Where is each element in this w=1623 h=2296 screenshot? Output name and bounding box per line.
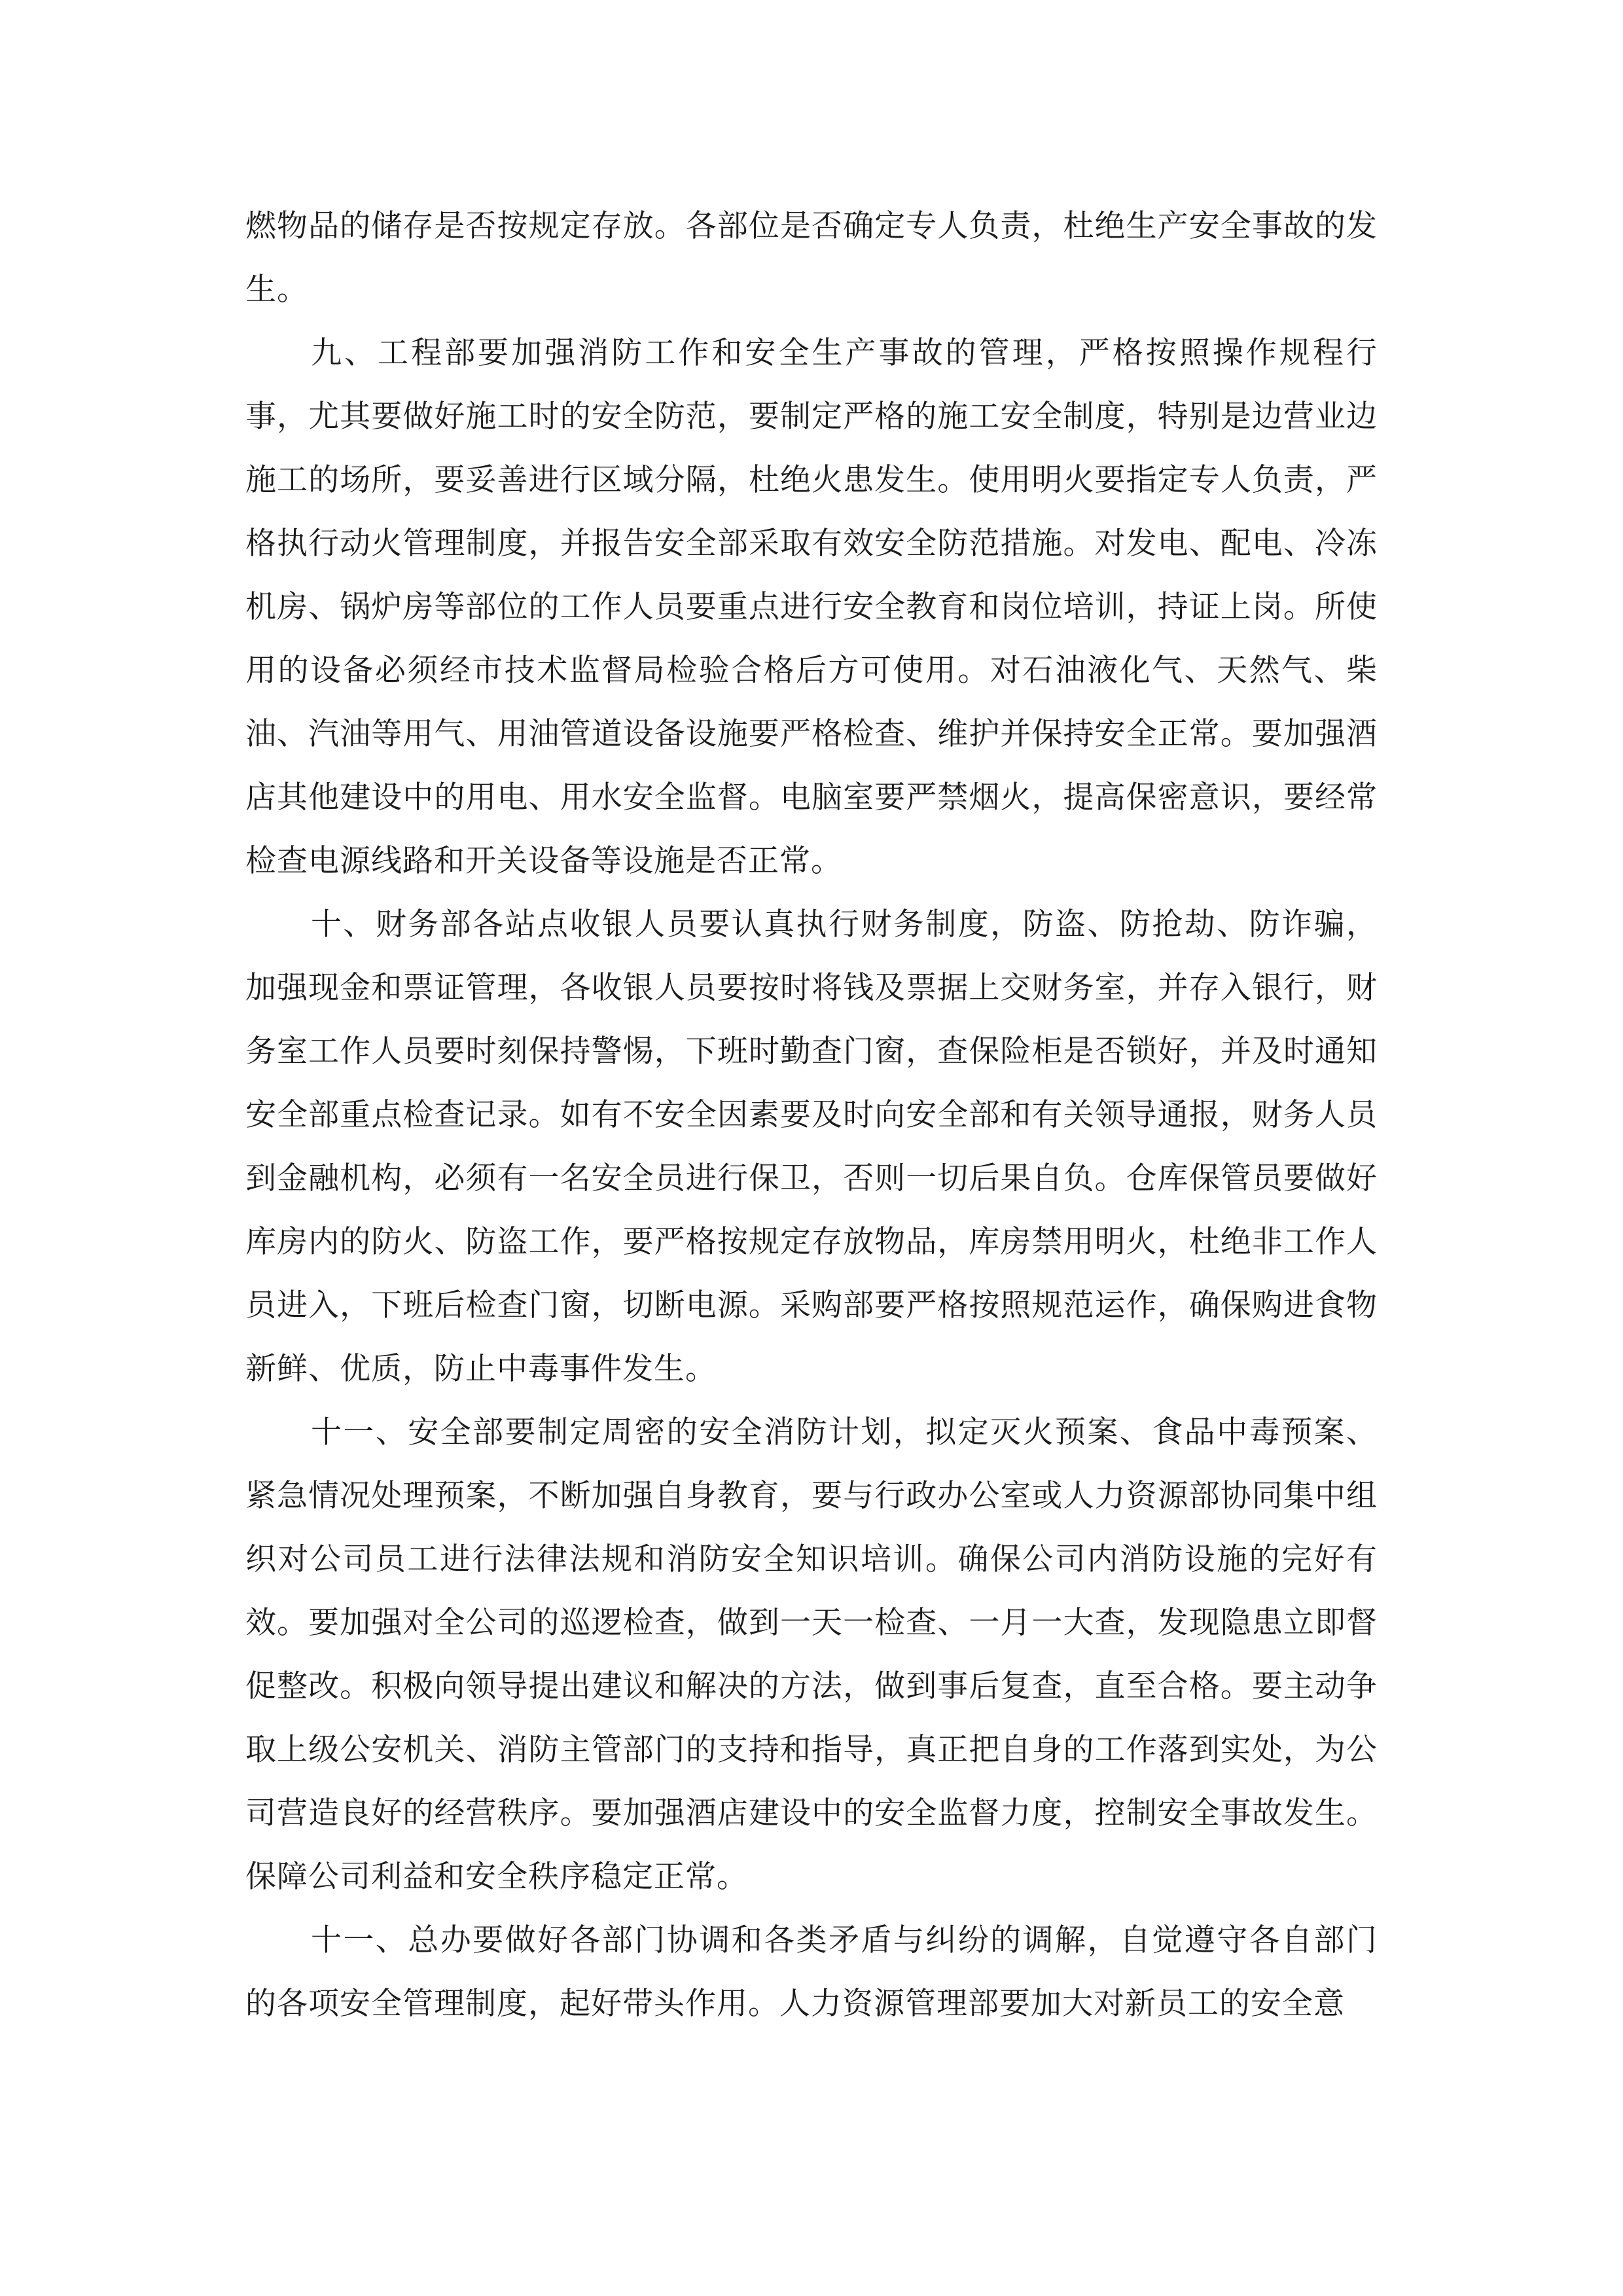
paragraph-section-11-security: 十一、安全部要制定周密的安全消防计划，拟定灭火预案、食品中毒预案、紧急情况处理预案，不断加强自身教育，要与行政办公室或人力资源部协同集中组织对公司员工进行法律法规和消防安全知识培训。确保公司内消防设施的完好有效。要加强对全公司的巡逻检查，做到一天一检查、一月一大查，发现隐患立即督促整改。积极向领导提出建议和解决的方法，做到事后复查，直至合格。要主动争取上级公安机关、消防主管部门的支持和指导，真正把自身的工作落到实处，为公司营造良好的经营秩序。要加强酒店建设中的安全监督力度，控制安全事故发生。保障公司利益和安全秩序稳定正常。: [245, 1414, 1378, 1895]
paragraph-section-11-general-office: 十一、总办要做好各部门协调和各类矛盾与纠纷的调解，自觉遵守各自部门的各项安全管理制度，起好带头作用。人力资源管理部要加大对新员工的安全意: [245, 1922, 1378, 2022]
paragraph-continuation: 燃物品的储存是否按规定存放。各部位是否确定专人负责，杜绝生产安全事故的发生。: [245, 208, 1378, 308]
paragraph-section-10-finance: 十、财务部各站点收银人员要认真执行财务制度，防盗、防抢劫、防诈骗，加强现金和票证管理，各收银人员要按时将钱及票据上交财务室，并存入银行，财务室工作人员要时刻保持警惕，下班时勤查门窗，查保险柜是否锁好，并及时通知安全部重点检查记录。如有不安全因素要及时向安全部和有关领导通报，财务人员到金融机构，必须有一名安全员进行保卫，否则一切后果自负。仓库保管员要做好库房内的防火、防盗工作，要严格按规定存放物品，库房禁用明火，杜绝非工作人员进入，下班后检查门窗，切断电源。采购部要严格按照规范运作，确保购进食物新鲜、优质，防止中毒事件发生。: [245, 906, 1378, 1387]
paragraph-section-9-engineering: 九、工程部要加强消防工作和安全生产事故的管理，严格按照操作规程行事，尤其要做好施工时的安全防范，要制定严格的施工安全制度，特别是边营业边施工的场所，要妥善进行区域分隔，杜绝火患发生。使用明火要指定专人负责，严格执行动火管理制度，并报告安全部采取有效安全防范措施。对发电、配电、冷冻机房、锅炉房等部位的工作人员要重点进行安全教育和岗位培训，持证上岗。所使用的设备必须经市技术监督局检验合格后方可使用。对石油液化气、天然气、柴油、汽油等用气、用油管道设备设施要严格检查、维护并保持安全正常。要加强酒店其他建设中的用电、用水安全监督。电脑室要严禁烟火，提高保密意识，要经常检查电源线路和开关设备等设施是否正常。: [245, 335, 1378, 879]
document-body: [245, 194, 1378, 2036]
